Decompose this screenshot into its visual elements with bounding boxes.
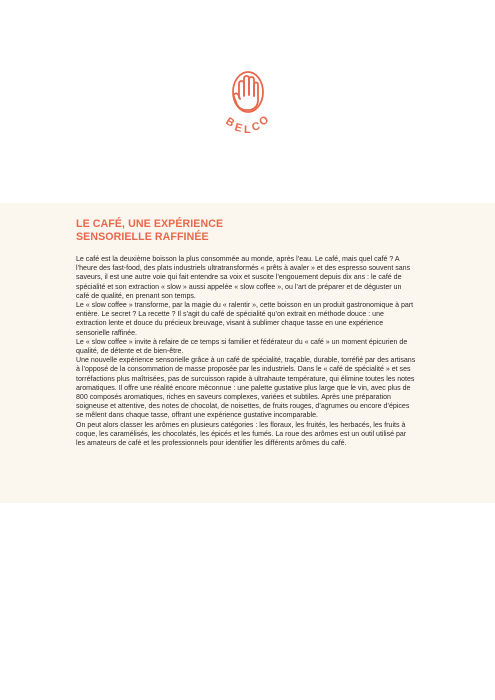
article-title-line-1: LE CAFÉ, UNE EXPÉRIENCE: [76, 218, 224, 230]
header-area: [0, 0, 495, 203]
article-title-line-2: SENSORIELLE RAFFINÉE: [76, 231, 209, 243]
logo-letter-e: E: [233, 121, 244, 135]
logo-letter-b: B: [223, 115, 237, 130]
article-title: [76, 218, 416, 244]
paragraph: Le « slow coffee » transforme, par la magie du « ralentir », cette boisson en un produit gastronomique à part entière. Le secret ? La recette ? Il s’agit du café de spécialité qu’on extrait en méthode douce : une extraction lente et douce du précieux breuvage, visant à sublimer chaque tasse en une expérience sensorielle raffinée.: [76, 302, 414, 337]
article-body: [76, 255, 416, 448]
paragraph: On peut alors classer les arômes en plusieurs catégories : les floraux, les fruités, les herbacés, les fruits à coque, les caramélisés, les chocolatés, les épicés et les fumés. La roue des arômes est un outil utilisé par les amateurs de café et les professionnels pour identifier les différents arômes du café.: [76, 421, 407, 448]
belco-logo: [212, 68, 284, 140]
logo-letter-l: L: [244, 124, 251, 136]
logo-letter-o: O: [257, 113, 271, 129]
logo-letter-c: C: [250, 120, 262, 134]
paragraph: Une nouvelle expérience sensorielle grâce à un café de spécialité, traçable, durable, torréfié par des artisans à l’opposé de la consommation de masse proposée par les industriels. Dans le « café de spécialité » et ses torréfactions plus maîtrisées, pas de surcuisson rapide à ultrahaute température, qui élimine toutes les notes aromatiques. Il offre une réalité encore méconnue : une palette gustative plus large que le vin, avec plus de 800 composés aromatiques, riches en saveurs complexes, variées et subtiles. Après une préparation soigneuse et attentive, des notes de chocolat, de noisettes, de fruits rouges, d’agrumes ou encore d’épices se mêlent dans chaque tasse, offrant une expérience gustative incomparable.: [76, 357, 416, 420]
hand-coffee-bean-icon: [212, 68, 284, 140]
paragraph: Le « slow coffee » invite à refaire de ce temps si familier et fédérateur du « café » un moment épicurien de qualité, de détente et de bien-être.: [76, 338, 408, 356]
footer-area: [0, 503, 495, 700]
paragraph: Le café est la deuxième boisson la plus consommée au monde, après l’eau. Le café, mais quel café ? A l’heure des fast-food, des plats industriels ultratransformés « prêts à avaler » et des espresso souvent sans saveurs, il est une autre voie qui fait entendre sa voix et suscite l’engouement depuis dix ans : le café de spécialité et son extraction « slow » aussi appelée « slow coffee », ou l’art de préparer et de déguster un café de qualité, en prenant son temps.: [76, 256, 411, 300]
